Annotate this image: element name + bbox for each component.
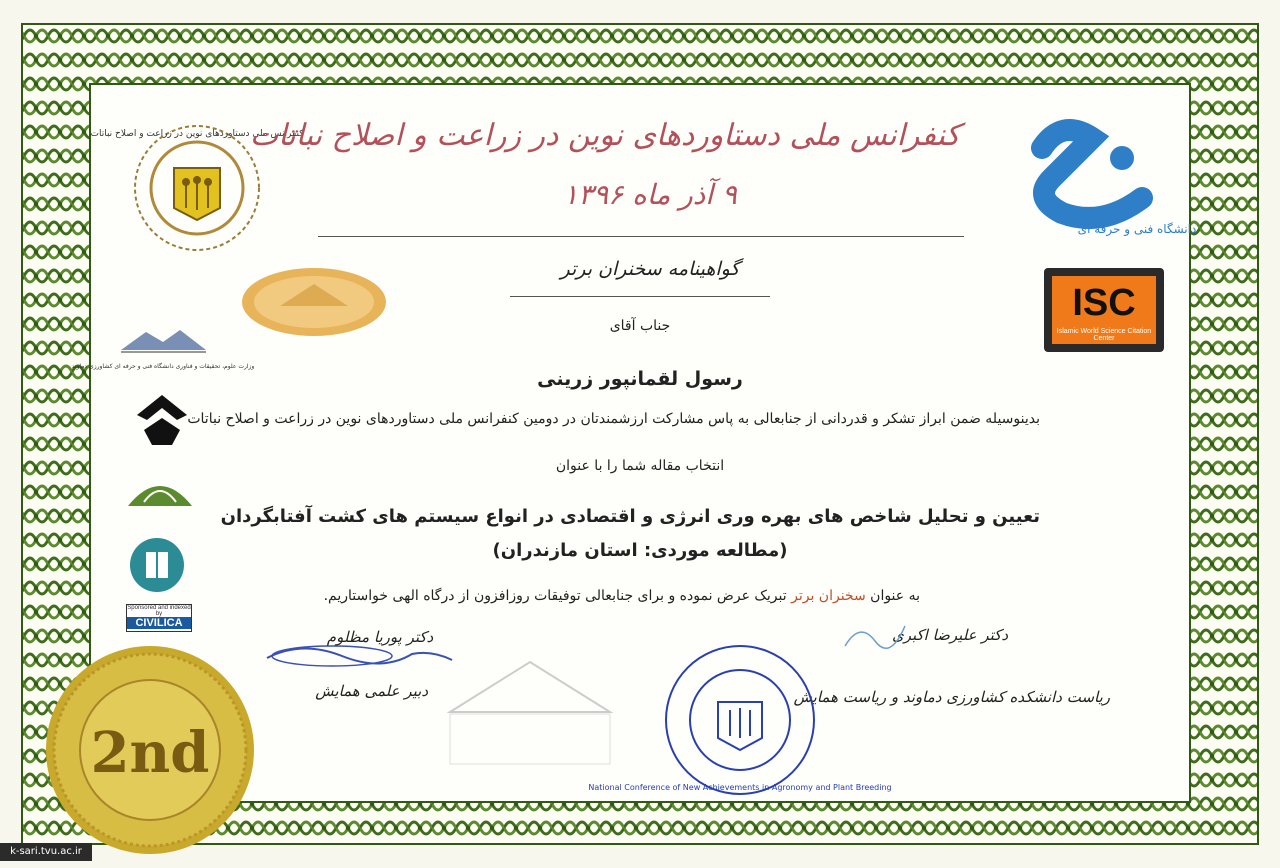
civilica-name: CIVILICA: [127, 617, 191, 629]
watermark-stamp: [420, 652, 640, 772]
isc-logo: [1044, 268, 1164, 352]
right-signer-title: ریاست دانشکده کشاورزی دماوند و ریاست همایش: [793, 688, 1110, 706]
closing-prefix: به عنوان: [870, 588, 920, 604]
subtitle-divider: [510, 296, 770, 297]
civilica-logo: [126, 604, 192, 632]
ministry-logo: [71, 322, 255, 382]
body-text-line1: بدینوسیله ضمن ابراز تشکر و قدردانی از جنابعالی به پاس مشارکت ارزشمندتان در دومین کنفرانس ملی دستاوردهای نوین در زراعت و اصلاح نباتات: [187, 411, 1040, 427]
recipient-name: رسول لقمانپور زرینی: [537, 368, 743, 390]
paper-title: تعیین و تحلیل شاخص های بهره وری انرژی و اقتصادی در انواع سیستم های کشت آفتابگردان: [220, 506, 1040, 527]
book-logo: [128, 536, 186, 594]
left-signer-title: دبیر علمی همایش: [315, 682, 428, 700]
faculty-logo: [132, 390, 192, 450]
closing-suffix: تبریک عرض نموده و برای جنابعالی توفیقات روزافزون از درگاه الهی خواستاریم.: [323, 588, 787, 604]
conference-stamp: [588, 640, 892, 800]
body-text-line2: انتخاب مقاله شما را با عنوان: [555, 458, 725, 474]
conference-title: کنفرانس ملی دستاوردهای نوین در زراعت و اصلاح نباتات: [249, 118, 960, 153]
conference-logo-text: کنفرانس ملی دستاوردهای نوین در زراعت و اصلاح نباتات: [90, 129, 304, 139]
ministry-logo-text: وزارت علوم، تحقیقات و فناوری دانشگاه فنی و حرفه ای کشاورزی دماوند: [71, 363, 255, 370]
left-signer-name: دکتر پوریا مظلوم: [326, 628, 434, 646]
footer-website[interactable]: k-sari.tvu.ac.ir: [0, 843, 92, 861]
closing-text: [323, 588, 920, 604]
agri-logo: [124, 466, 196, 514]
university-logo: [1022, 118, 1197, 253]
paper-subtitle: (مطالعه موردی: استان مازندران): [492, 540, 788, 561]
hologram-sticker: [240, 266, 388, 338]
right-signer-name: دکتر علیرضا اکبری: [891, 626, 1009, 644]
gold-seal: [40, 640, 260, 860]
isc-logo-subtext: Islamic World Science Citation Center: [1056, 328, 1152, 342]
stamp-en-text: National Conference of New Achievements in Agronomy and Plant Breeding: [588, 783, 892, 792]
conference-date: ۹ آذر ماه ۱۳۹۶: [563, 178, 737, 211]
salutation: جناب آقای: [609, 318, 671, 334]
isc-logo-text: ISC: [1072, 282, 1136, 324]
seal-text: 2nd: [90, 720, 210, 786]
university-logo-text: دانشگاه فنی و حرفه ای: [1077, 222, 1197, 236]
right-signature: [840, 616, 910, 656]
closing-highlight: سخنران برتر: [791, 588, 866, 604]
title-divider: [318, 236, 964, 237]
civilica-top-text: Sponsored and indexed by: [127, 605, 191, 617]
certificate-title: گواهینامه سخنران برتر: [560, 258, 740, 280]
